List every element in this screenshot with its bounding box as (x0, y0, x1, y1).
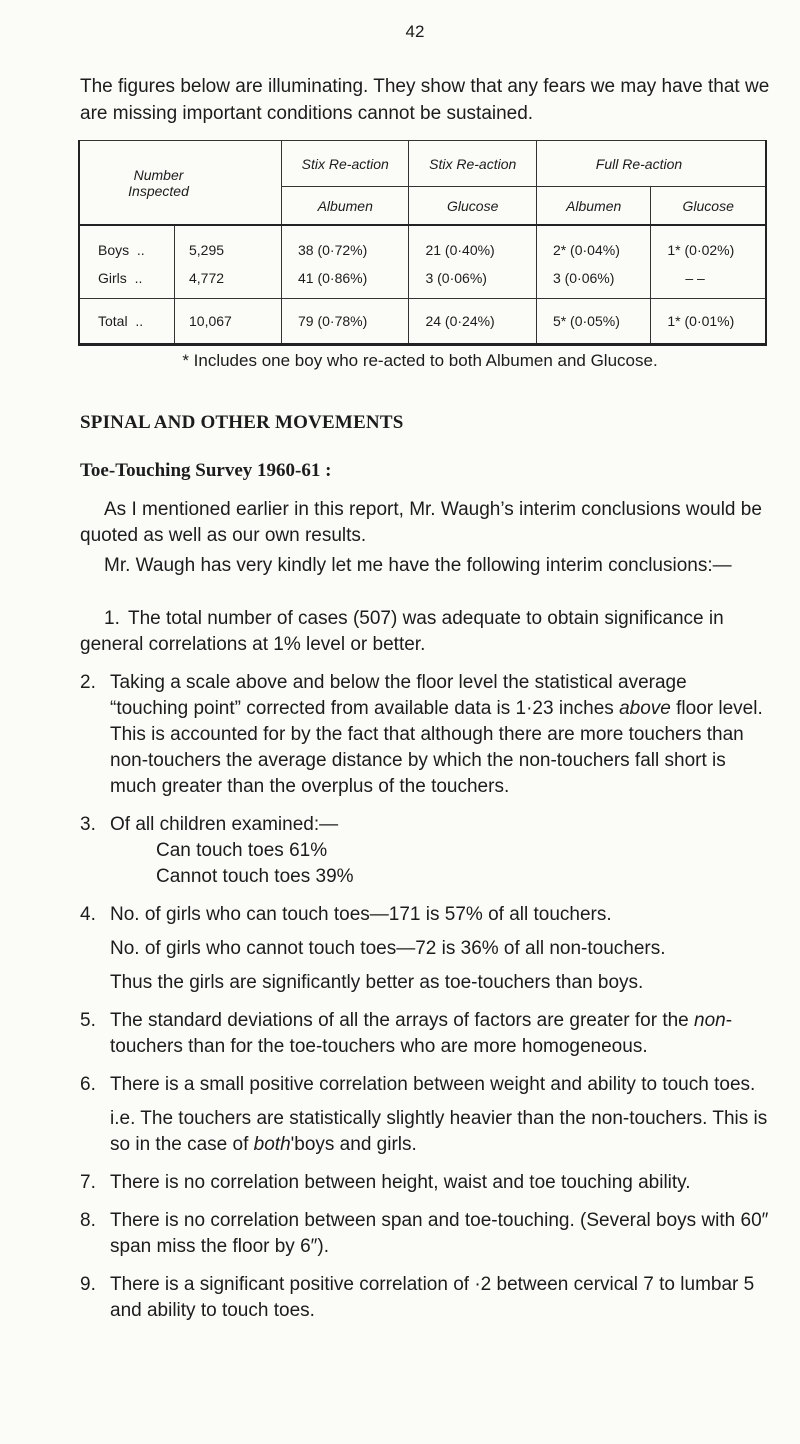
girls-number: 4,772 (175, 264, 282, 299)
list-item: 5. The standard deviations of all the arrays of factors are greater for the non-touchers than for the toe-touchers who are more homogeneous. (80, 1010, 733, 1057)
list-item: 9. There is a significant positive correlation of ·2 between cervical 7 to lumbar 5 and ability to touch toes. (80, 1274, 755, 1321)
row-label-boys: Boys .. (79, 225, 175, 264)
total-number: 10,067 (175, 299, 282, 345)
number-header-line1: Number (133, 166, 184, 183)
table-row (79, 264, 766, 299)
total-full-albumen: 5* (0·05%) (536, 299, 650, 345)
paragraph-interim-conclusions: As I mentioned earlier in this report, Mr. Waugh’s interim conclusions would be quoted as well as our own results. (80, 499, 762, 546)
boys-number: 5,295 (175, 225, 282, 264)
total-stix-albumen: 79 (0·78%) (282, 299, 409, 345)
list-item: 2. Taking a scale above and below the floor level the statistical average “touching point” corrected from available data is 1·23 inches above floor level. This is accounted for by the fact that although there are more touchers than non-touchers the average distance by which the non-touchers fall short is much greater than the overplus of the touchers. (80, 672, 763, 797)
stix-albumen-group-header: Stix Re-action (282, 141, 409, 187)
table-header-row (79, 141, 766, 187)
sub-header-glucose-1: Glucose (409, 187, 536, 226)
sub-header-albumen-1: Albumen (282, 187, 409, 226)
sub-header-albumen-2: Albumen (536, 187, 650, 226)
conclusions-list (80, 606, 770, 1336)
girls-stix-albumen: 41 (0·86%) (282, 264, 409, 299)
urinalysis-results-table (78, 140, 767, 346)
girls-full-glucose: – – (651, 264, 766, 299)
girls-stix-glucose: 3 (0·06%) (409, 264, 536, 299)
list-item: 3. Of all children examined:— Can touch toes 61% Cannot touch toes 39% (80, 814, 354, 887)
list-item: 7. There is no correlation between height, waist and toe touching ability. (80, 1172, 691, 1193)
row-label-girls: Girls .. (79, 264, 175, 299)
boys-stix-albumen: 38 (0·72%) (282, 225, 409, 264)
page-number: 42 (405, 22, 425, 41)
stix-glucose-group-header: Stix Re-action (409, 141, 536, 187)
total-stix-glucose: 24 (0·24%) (409, 299, 536, 345)
boys-stix-glucose: 21 (0·40%) (409, 225, 536, 264)
list-item: 8. There is no correlation between span and toe-touching. (Several boys with 60″ span miss the floor by 6″). (80, 1210, 769, 1257)
list-item: 6. There is a small positive correlation between weight and ability to touch toes. i.e. The touchers are statistically slightly heavier than the non-touchers. This is so in the case of both'boys and girls. (80, 1074, 768, 1155)
table-row (79, 225, 766, 264)
row-label-total: Total .. (79, 299, 175, 345)
boys-full-glucose: 1* (0·02%) (651, 225, 766, 264)
intro-paragraph: The figures below are illuminating. They show that any fears we may have that we are missing important conditions cannot be sustained. (80, 76, 770, 124)
boys-full-albumen: 2* (0·04%) (536, 225, 650, 264)
girls-full-albumen: 3 (0·06%) (536, 264, 650, 299)
paragraph-waugh: Mr. Waugh has very kindly let me have the following interim conclusions:— (104, 555, 732, 576)
section-heading: SPINAL AND OTHER MOVEMENTS (80, 412, 404, 433)
table-row-total (79, 299, 766, 345)
list-item: 1. The total number of cases (507) was adequate to obtain significance in general correlations at 1% level or better. (80, 608, 724, 655)
list-item: 4. No. of girls who can touch toes—171 is 57% of all touchers. No. of girls who cannot touch toes—72 is 36% of all non-touchers. Thus the girls are significantly better as toe-touchers than boys. (80, 904, 666, 993)
sub-header-glucose-2: Glucose (651, 187, 766, 226)
total-full-glucose: 1* (0·01%) (651, 299, 766, 345)
sub-heading: Toe-Touching Survey 1960-61 : (80, 460, 332, 481)
full-reaction-group-header: Full Re-action (536, 141, 766, 187)
number-inspected-header (79, 141, 282, 226)
number-header-line2: Inspected (128, 182, 189, 199)
table-footnote: * Includes one boy who re-acted to both Albumen and Glucose. (182, 351, 658, 370)
